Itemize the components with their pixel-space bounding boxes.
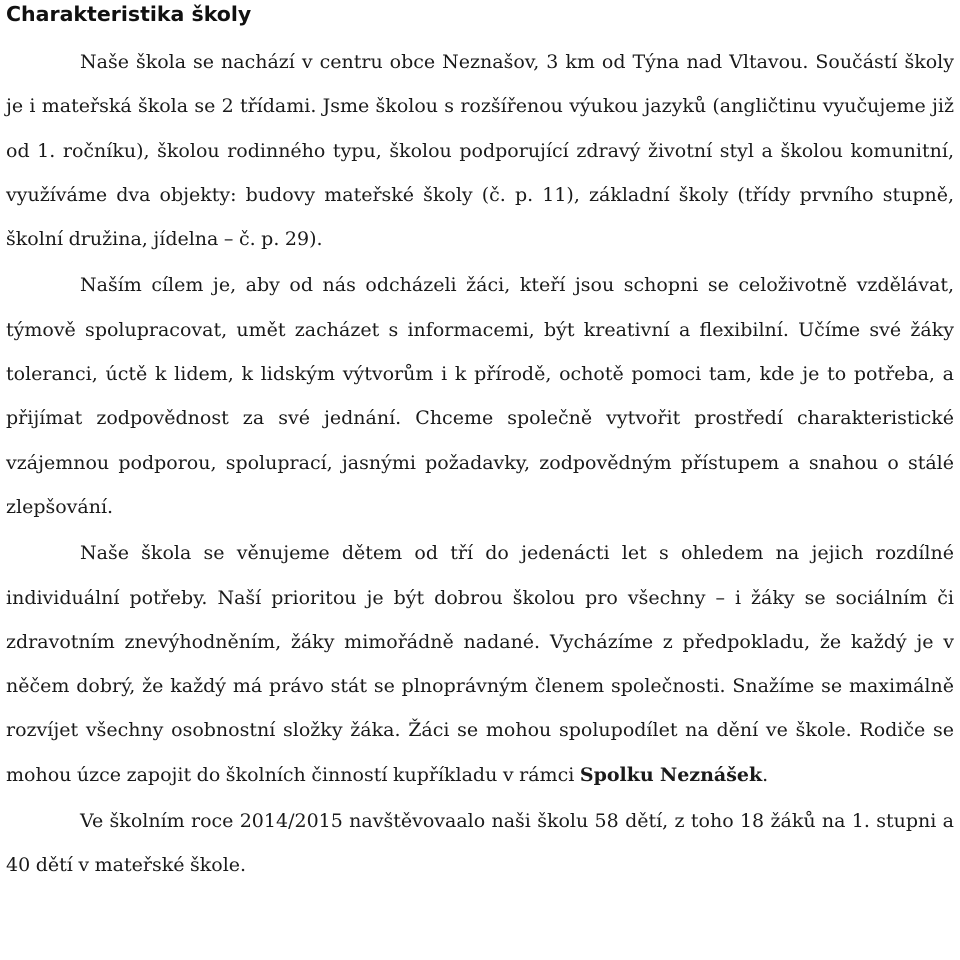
document-page	[6, 0, 954, 888]
paragraph-location: Naše škola se nachází v centru obce Neznašov, 3 km od Týna nad Vltavou. Součástí školy je i mateřská škola se 2 třídami. Jsme školou s rozšířenou výukou jazyků (angličtinu vyučujeme již od 1. ročníku), školou rodinného typu, školou podporující zdravý životní styl a školou komunitní, využíváme dva objekty: budovy mateřské školy (č. p. 11), základní školy (třídy prvního stupně, školní družina, jídelna – č. p. 29).	[6, 51, 954, 251]
paragraph-approach-text: Naše škola se věnujeme dětem od tří do jedenácti let s ohledem na jejich rozdílné individuální potřeby. Naší prioritou je být dobrou školou pro všechny – i žáky se sociálním či zdravotním znevýhodněním, žáky mimořádně nadané. Vycházíme z předpokladu, že každý je v něčem dobrý, že každý má právo stát se plnoprávným členem společnosti. Snažíme se maximálně rozvíjet všechny osobnostní složky žáka. Žáci se mohou spolupodílet na dění ve škole. Rodiče se mohou úzce zapojit do školních činností kupříkladu v rámci	[6, 542, 954, 786]
paragraph-enrollment: Ve školním roce 2014/2015 navštěvovaalo naši školu 58 dětí, z toho 18 žáků na 1. stupni a 40 dětí v mateřské škole.	[6, 810, 954, 877]
paragraph-goals: Naším cílem je, aby od nás odcházeli žáci, kteří jsou schopni se celoživotně vzdělávat, týmově spolupracovat, umět zacházet s informacemi, být kreativní a flexibilní. Učíme své žáky toleranci, úctě k lidem, k lidským výtvorům i k přírodě, ochotě pomoci tam, kde je to potřeba, a přijímat zodpovědnost za své jednání. Chceme společně vytvořit prostředí charakteristické vzájemnou podporou, spoluprací, jasnými požadavky, zodpovědným přístupem a snahou o stálé zlepšování.	[6, 274, 954, 518]
section-title: Charakteristika školy	[6, 2, 252, 26]
paragraph-approach	[6, 531, 954, 797]
paragraph-approach-end: .	[762, 763, 769, 786]
association-name: Spolku Neznášek	[579, 763, 763, 786]
